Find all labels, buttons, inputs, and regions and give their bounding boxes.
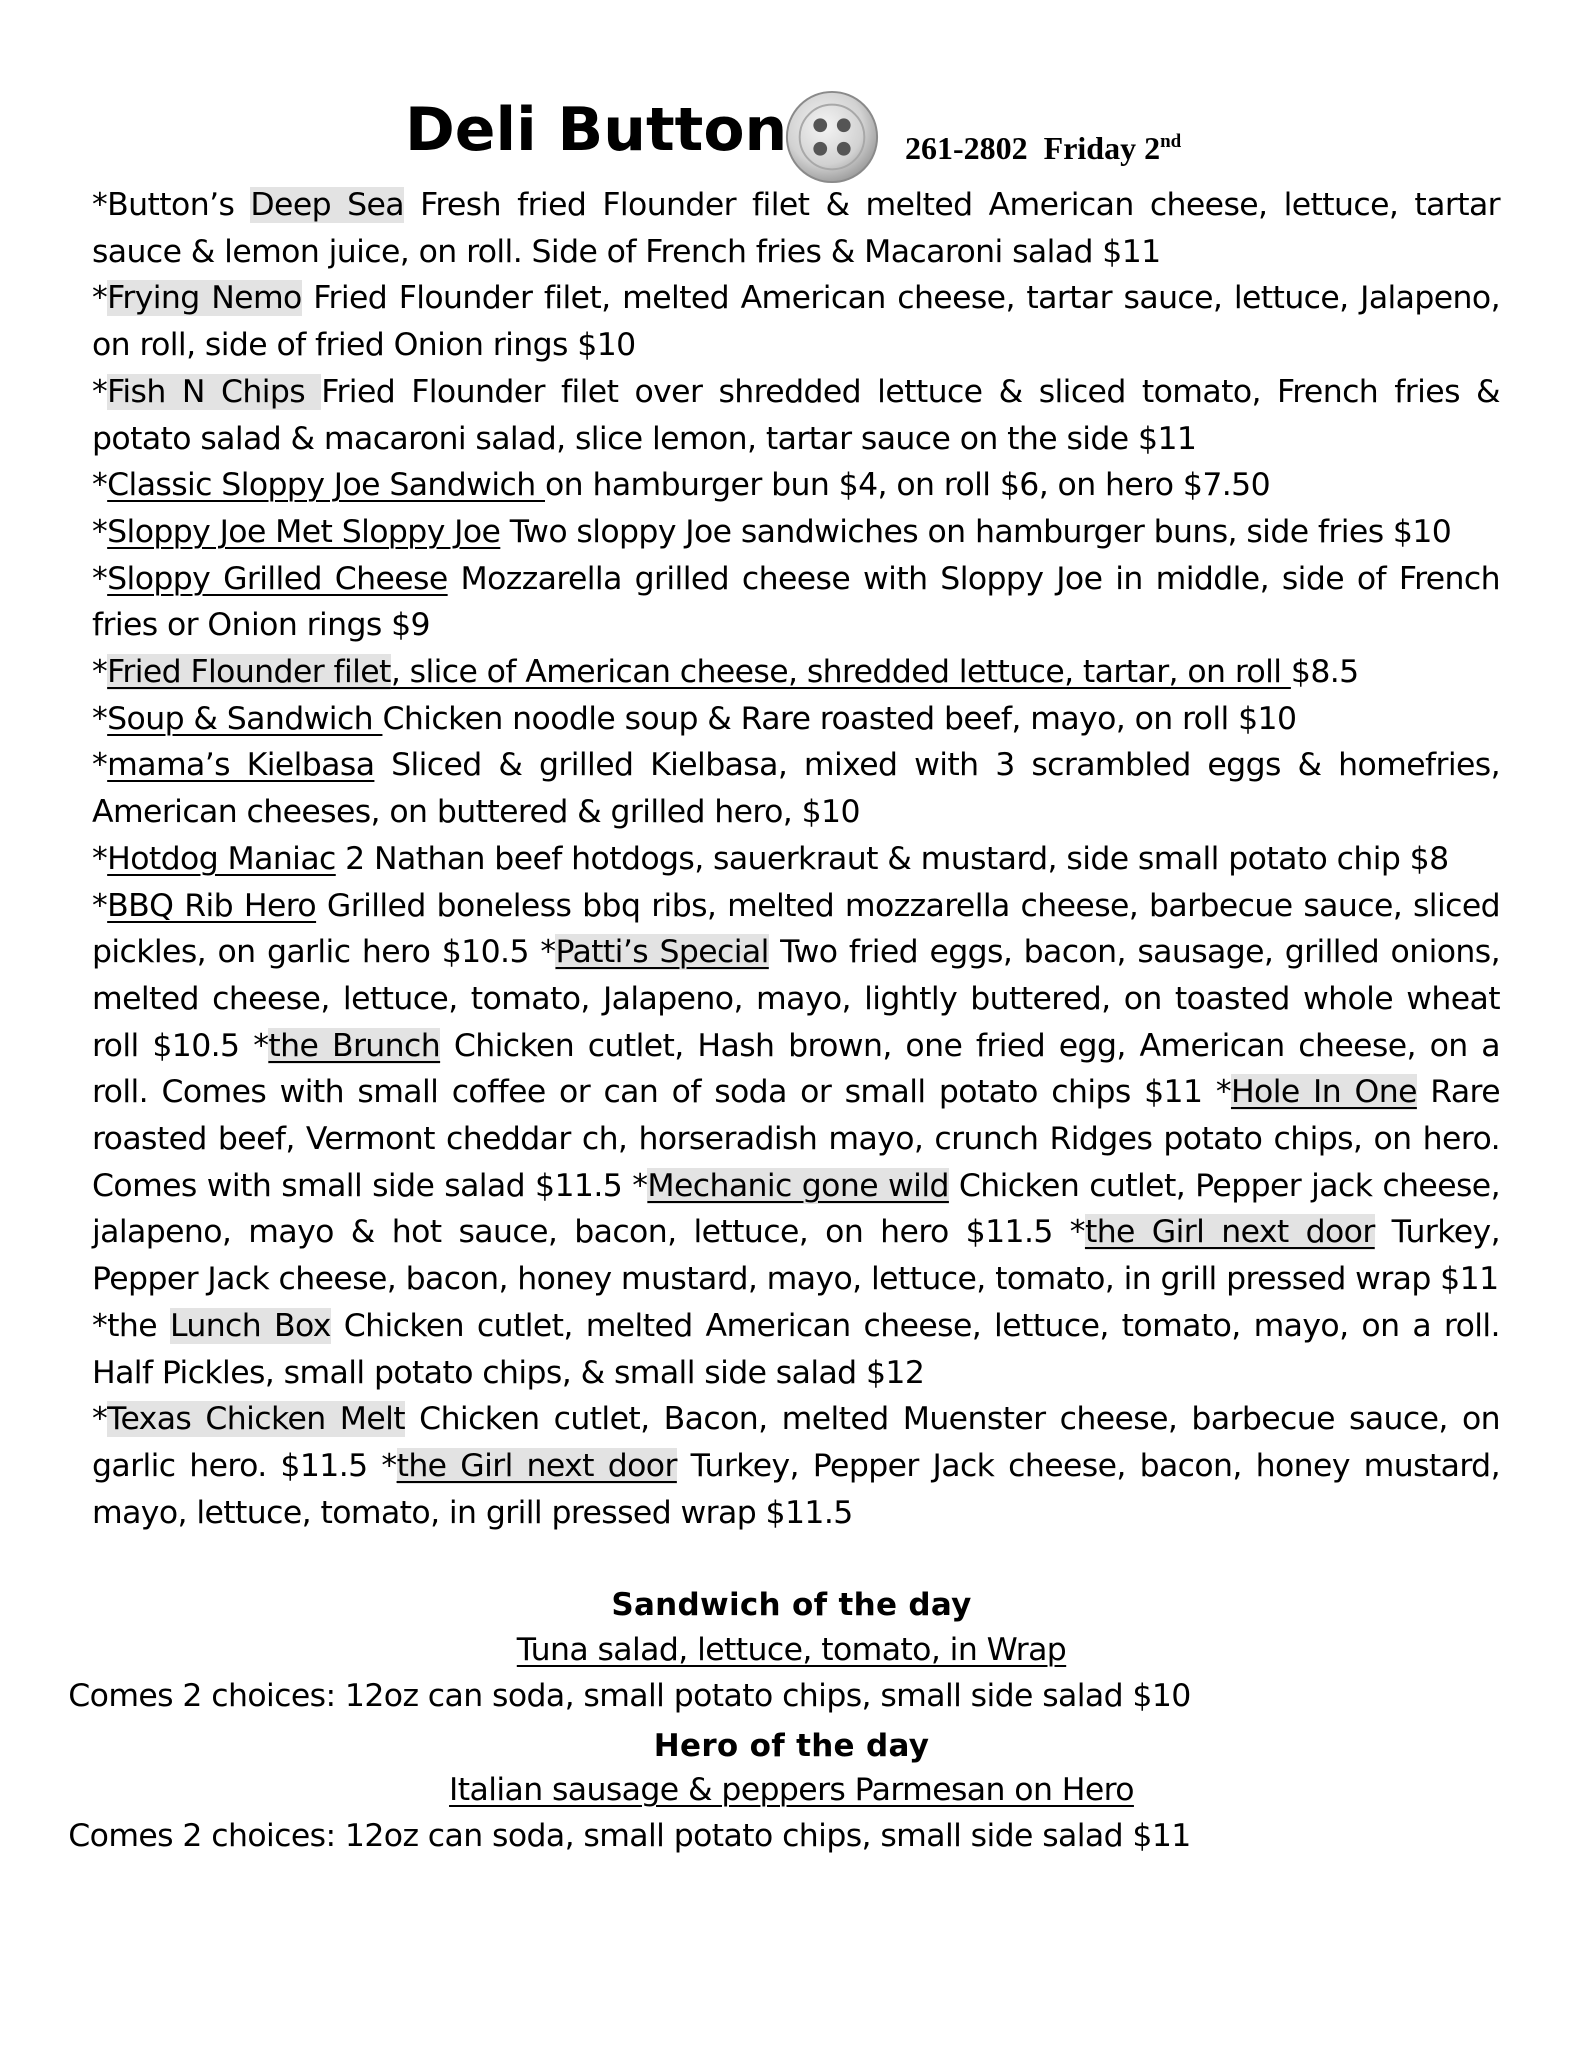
- item-name: Fried Flounder filet: [107, 654, 391, 691]
- menu-item-group-texas-girl: *Texas Chicken Melt Chicken cutlet, Bacon, melted Muenster cheese, barbecue sauce, on garlic hero. $11.5 *the Girl next door Turkey, Pepper Jack cheese, bacon, honey mustard, mayo, lettuce, tomato, in grill pressed wrap $11.5: [92, 1401, 1500, 1531]
- hero-of-the-day-item: Italian sausage & peppers Parmesan on Hero: [449, 1772, 1134, 1808]
- hero-of-the-day-choices: Comes 2 choices: 12oz can soda, small potato chips, small side salad $11: [68, 1818, 1191, 1854]
- item-name: Frying Nemo: [107, 280, 302, 317]
- menu-day-suffix: nd: [1160, 131, 1182, 152]
- item-name: the Brunch: [268, 1027, 441, 1064]
- menu-item-hotdog-maniac: *Hotdog Maniac 2 Nathan beef hotdogs, sauerkraut & mustard, side small potato chip $8: [92, 840, 1449, 877]
- item-name: Soup & Sandwich: [107, 700, 383, 737]
- item-name: mama’s Kielbasa: [107, 747, 375, 784]
- item-name-rest: , slice of American cheese, shredded lettuce, tartar, on roll: [390, 654, 1291, 691]
- menu-header: [0, 88, 1583, 188]
- item-name: Lunch Box: [169, 1307, 331, 1344]
- menu-item-fried-flounder: *Fried Flounder filet, slice of American cheese, shredded lettuce, tartar, on roll $8.5: [92, 654, 1359, 691]
- item-name: BBQ Rib Hero: [107, 887, 317, 924]
- sandwich-of-the-day-item: Tuna salad, lettuce, tomato, in Wrap: [516, 1632, 1067, 1668]
- menu-item-frying-nemo: *Frying Nemo Fried Flounder filet, melted American cheese, tartar sauce, lettuce, Jalapeno, on roll, side of fried Onion rings $10: [92, 280, 1500, 364]
- menu-item-soup-sandwich: *Soup & Sandwich Chicken noodle soup & Rare roasted beef, mayo, on roll $10: [92, 700, 1297, 737]
- item-name: Fish N Chips: [107, 373, 322, 410]
- menu-item-classic-sloppy-joe: *Classic Sloppy Joe Sandwich on hamburger bun $4, on roll $6, on hero $7.50: [92, 467, 1271, 504]
- button-logo-icon: [783, 88, 881, 186]
- item-name: the Girl next door: [1084, 1214, 1375, 1251]
- menu-item-mamas-kielbasa: *mama’s Kielbasa Sliced & grilled Kielbasa, mixed with 3 scrambled eggs & homefries, American cheeses, on buttered & grilled hero, $10: [92, 747, 1500, 831]
- deli-title: Deli Button: [405, 95, 788, 165]
- item-name: Hotdog Maniac: [107, 840, 336, 877]
- item-name: Patti’s Special: [555, 934, 769, 971]
- item-name: Texas Chicken Melt: [107, 1401, 406, 1438]
- hero-of-the-day-heading: Hero of the day: [653, 1728, 930, 1764]
- item-name: the Girl next door: [396, 1447, 677, 1484]
- sandwich-of-the-day-choices: Comes 2 choices: 12oz can soda, small potato chips, small side salad $10: [68, 1678, 1191, 1714]
- menu-item-group-bbq-to-girl-next-door: *BBQ Rib Hero Grilled boneless bbq ribs, melted mozzarella cheese, barbecue sauce, sliced pickles, on garlic hero $10.5 *Patti’s Special Two fried eggs, bacon, sausage, grilled onions, melted cheese, lettuce, tomato, Jalapeno, mayo, lightly buttered, on toasted whole wheat roll $10.5 *the Brunch Chicken cutlet, Hash brown, one fried egg, American cheese, on a roll. Comes with small coffee or can of soda or small potato chips $11 *Hole In One Rare roasted beef, Vermont cheddar ch, horseradish mayo, crunch Ridges potato chips, on hero. Comes with small side salad $11.5 *Mechanic gone wild Chicken cutlet, Pepper jack cheese, jalapeno, mayo & hot sauce, bacon, lettuce, on hero $11.5 *the Girl next door Turkey, Pepper Jack cheese, bacon, honey mustard, mayo, lettuce, tomato, in grill pressed wrap $11: [92, 887, 1501, 1298]
- item-name: Sloppy Joe Met Sloppy Joe: [107, 513, 501, 550]
- item-name: Deep Sea: [250, 187, 405, 223]
- item-name: Mechanic gone wild: [647, 1167, 949, 1204]
- menu-item-sloppy-grilled-cheese: *Sloppy Grilled Cheese Mozzarella grilled cheese with Sloppy Joe in middle, side of French fries or Onion rings $9: [92, 560, 1501, 644]
- item-name: Hole In One: [1230, 1074, 1417, 1111]
- item-name: Sloppy Grilled Cheese: [107, 560, 448, 597]
- menu-item-lunch-box: *the Lunch Box Chicken cutlet, melted American cheese, lettuce, tomato, mayo, on a roll. Half Pickles, small potato chips, & small side salad $12: [92, 1307, 1500, 1391]
- menu-item-sloppy-joe-met: *Sloppy Joe Met Sloppy Joe Two sloppy Joe sandwiches on hamburger buns, side fries $10: [92, 513, 1452, 550]
- phone-and-date: [905, 130, 1181, 167]
- menu-items: [92, 182, 1500, 1536]
- menu-item-deep-sea: *Button’s Deep Sea Fresh fried Flounder filet & melted American cheese, lettuce, tartar sauce & lemon juice, on roll. Side of French fries & Macaroni salad $11: [92, 187, 1501, 270]
- menu-day: Friday 2: [1043, 130, 1161, 166]
- menu-item-fish-n-chips: *Fish N Chips Fried Flounder filet over shredded lettuce & sliced tomato, French fries & potato salad & macaroni salad, slice lemon, tartar sauce on the side $11: [92, 373, 1500, 457]
- sandwich-of-the-day-heading: Sandwich of the day: [611, 1587, 972, 1623]
- item-name: Classic Sloppy Joe Sandwich: [107, 467, 545, 504]
- phone-number: 261-2802: [905, 130, 1028, 166]
